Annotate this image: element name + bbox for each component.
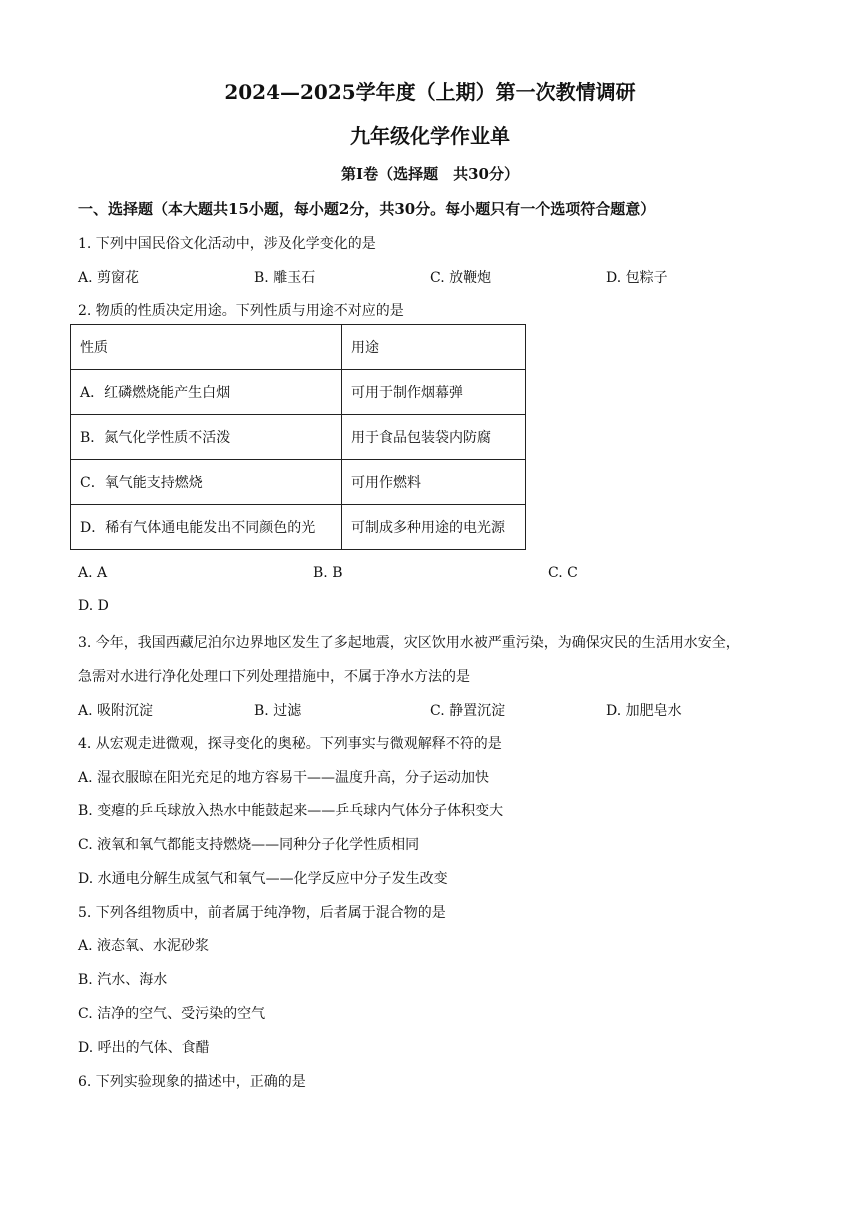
table-row bbox=[71, 505, 526, 550]
question-1-option-a: A. 剪窗花 bbox=[78, 270, 140, 286]
question-5-option-a: A. 液态氧、水泥砂浆 bbox=[78, 938, 210, 954]
question-5-option-d: D. 呼出的气体、食醋 bbox=[78, 1040, 210, 1056]
question-3-option-b: B. 过滤 bbox=[254, 703, 302, 719]
question-2-option-c: C. C bbox=[548, 565, 578, 581]
table-cell: D．稀有气体通电能发出不同颜色的光 bbox=[71, 505, 342, 550]
question-4-stem: 4. 从宏观走进微观，探寻变化的奥秘。下列事实与微观解释不符的是 bbox=[78, 736, 502, 752]
question-2-option-a: A. A bbox=[78, 565, 108, 581]
question-5-stem: 5. 下列各组物质中，前者属于纯净物，后者属于混合物的是 bbox=[78, 905, 446, 921]
question-3-stem-line2: 急需对水进行净化处理口下列处理措施中，不属于净水方法的是 bbox=[78, 669, 470, 685]
table-header-cell: 用途 bbox=[342, 325, 526, 370]
question-2-option-d: D. D bbox=[78, 598, 109, 614]
table-cell: 可用作燃料 bbox=[342, 460, 526, 505]
question-1-option-b: B. 雕玉石 bbox=[254, 270, 316, 286]
table-cell: A．红磷燃烧能产生白烟 bbox=[71, 370, 342, 415]
question-3-option-c: C. 静置沉淀 bbox=[430, 703, 506, 719]
question-2-option-b: B. B bbox=[313, 565, 343, 581]
document-subtitle: 九年级化学作业单 bbox=[350, 124, 510, 148]
table-cell: B．氮气化学性质不活泼 bbox=[71, 415, 342, 460]
question-5-option-c: C. 洁净的空气、受污染的空气 bbox=[78, 1006, 266, 1022]
question-3-option-a: A. 吸附沉淀 bbox=[78, 703, 154, 719]
table-cell: C．氧气能支持燃烧 bbox=[71, 460, 342, 505]
table-cell: 用于食品包装袋内防腐 bbox=[342, 415, 526, 460]
table-row bbox=[71, 460, 526, 505]
table-cell: 可制成多种用途的电光源 bbox=[342, 505, 526, 550]
question-1-option-d: D. 包粽子 bbox=[606, 270, 668, 286]
question-1-option-c: C. 放鞭炮 bbox=[430, 270, 492, 286]
question-4-option-b: B. 变瘪的乒乓球放入热水中能鼓起来——乒乓球内气体分子体积变大 bbox=[78, 803, 504, 819]
table-row bbox=[71, 370, 526, 415]
table-row bbox=[71, 415, 526, 460]
question-5-option-b: B. 汽水、海水 bbox=[78, 972, 168, 988]
question-3-option-d: D. 加肥皂水 bbox=[606, 703, 682, 719]
question-6-stem: 6. 下列实验现象的描述中，正确的是 bbox=[78, 1074, 306, 1090]
question-2-stem: 2. 物质的性质决定用途。下列性质与用途不对应的是 bbox=[78, 303, 404, 319]
document-title: 2024—2025学年度（上期）第一次教情调研 bbox=[224, 80, 636, 104]
question-3-stem-line1: 3. 今年，我国西藏尼泊尔边界地区发生了多起地震，灾区饮用水被严重污染，为确保灾民的生活用水安全， bbox=[78, 635, 740, 651]
question-4-option-a: A. 湿衣服晾在阳光充足的地方容易干——温度升高，分子运动加快 bbox=[78, 770, 490, 786]
table-header-cell: 性质 bbox=[71, 325, 342, 370]
question-4-option-c: C. 液氧和氧气都能支持燃烧——同种分子化学性质相同 bbox=[78, 837, 420, 853]
question-4-option-d: D. 水通电分解生成氢气和氧气——化学反应中分子发生改变 bbox=[78, 871, 448, 887]
table-cell: 可用于制作烟幕弹 bbox=[342, 370, 526, 415]
question-2-table bbox=[70, 324, 526, 550]
section-heading: 一、选择题（本大题共15小题，每小题2分，共30分。每小题只有一个选项符合题意） bbox=[78, 200, 656, 218]
volume-heading: 第Ⅰ卷（选择题 共30分） bbox=[341, 165, 519, 183]
question-1-stem: 1. 下列中国民俗文化活动中，涉及化学变化的是 bbox=[78, 236, 376, 252]
table-header-row bbox=[71, 325, 526, 370]
